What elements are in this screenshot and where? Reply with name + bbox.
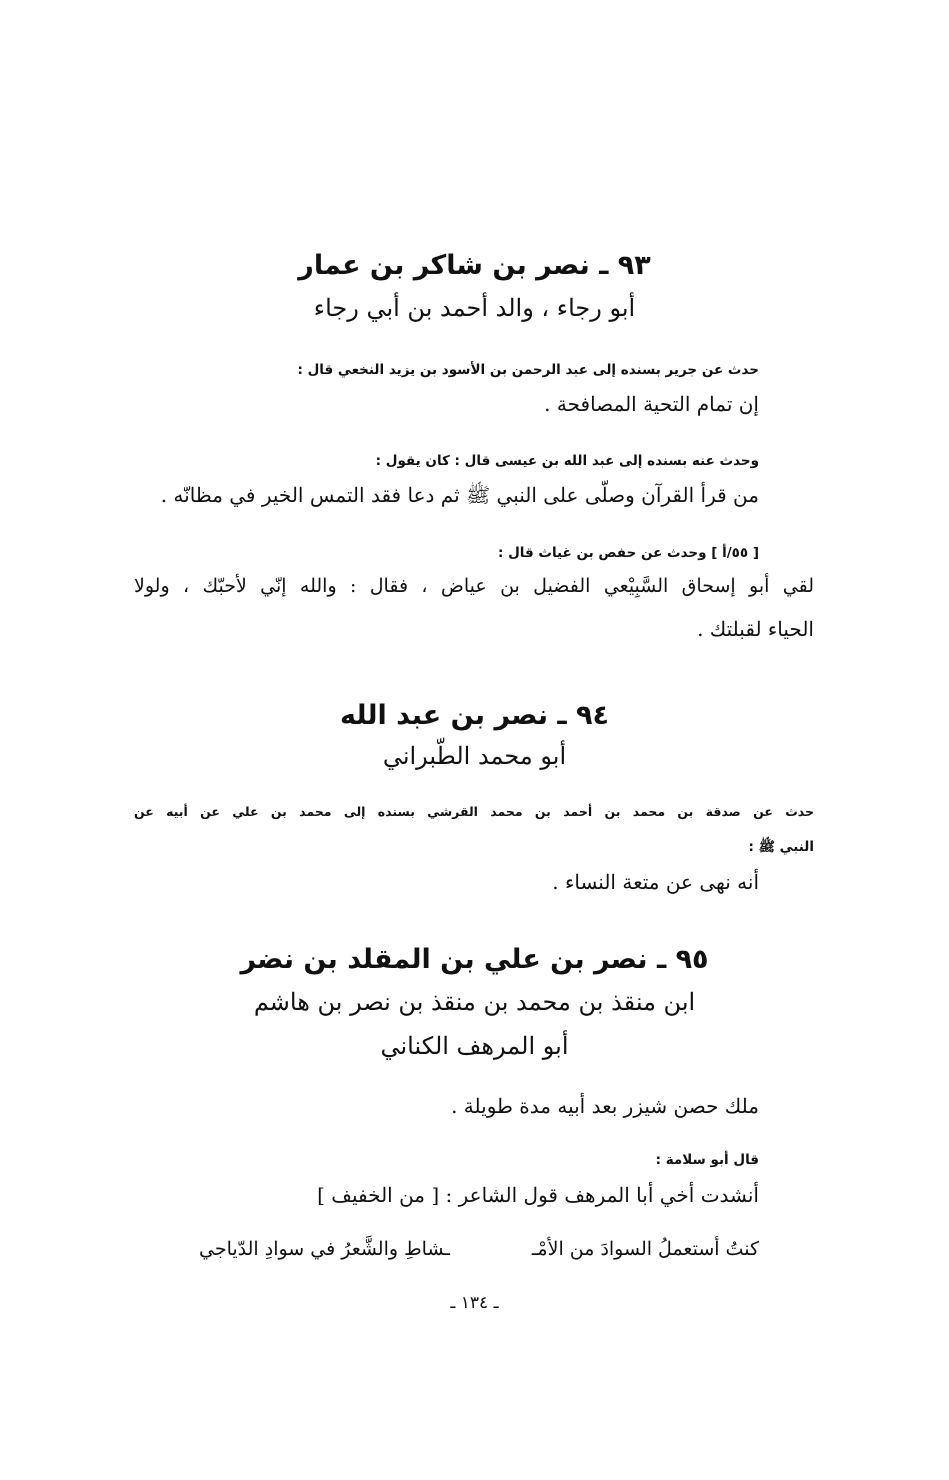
isnad-line: حدث عن صدقة بن محمد بن أحمد بن محمد القرشي بسنده إلى محمد بن علي عن أبيه عن xyxy=(134,804,814,819)
report-text: من قرأ القرآن وصلّى على النبي ﷺ ثم دعا فقد التمس الخير في مظانّه . xyxy=(160,483,759,507)
entry-subtitle: أبو محمد الطّبراني xyxy=(382,742,567,770)
entry-heading: ٩٣ ـ نصر بن شاكر بن عمار xyxy=(298,250,651,281)
report-text: لقي أبو إسحاق السَّبِيْعي الفضيل بن عياض ، فقال : والله إنّي لأحبّك ، ولولا xyxy=(134,575,814,597)
page-number: ـ ١٣٤ ـ xyxy=(450,1293,499,1313)
report-text: ملك حصن شيزر بعد أبيه مدة طويلة . xyxy=(451,1094,759,1118)
report-text: إن تمام التحية المصافحة . xyxy=(544,392,759,416)
report-text: أنه نهى عن متعة النساء . xyxy=(552,870,759,894)
isnad-line: حدث عن جرير بسنده إلى عبد الرحمن بن الأسود بن يزيد النخعي قال : xyxy=(297,362,759,378)
entry-subtitle: أبو المرهف الكناني xyxy=(380,1032,569,1060)
entry-heading: ٩٥ ـ نصر بن علي بن المقلد بن نضر xyxy=(240,944,709,975)
isnad-line: قال أبو سلامة : xyxy=(655,1152,759,1168)
isnad-line: [ ٥٥/أ ] وحدث عن حفص بن غياث قال : xyxy=(497,545,759,561)
entry-subtitle: ابن منقذ بن محمد بن منقذ بن نصر بن هاشم xyxy=(253,988,696,1016)
isnad-line: وحدث عنه بسنده إلى عبد الله بن عيسى قال : كان يقول : xyxy=(375,453,759,469)
verse-second-hemistich: ـشاطِ والشَّعرُ في سوادِ الدّياجي xyxy=(199,1238,450,1260)
isnad-line-continuation: النبي ﷺ : xyxy=(748,839,814,855)
entry-heading: ٩٤ ـ نصر بن عبد الله xyxy=(339,700,610,731)
poem-verse xyxy=(199,1238,759,1268)
report-text-continuation: الحياء لقبلتك . xyxy=(697,617,814,641)
verse-first-hemistich: كنتُ أستعملُ السوادَ من الأمْـ xyxy=(531,1238,759,1260)
entry-subtitle: أبو رجاء ، والد أحمد بن أبي رجاء xyxy=(313,294,636,322)
report-text: أنشدت أخي أبا المرهف قول الشاعر : [ من الخفيف ] xyxy=(317,1183,759,1207)
